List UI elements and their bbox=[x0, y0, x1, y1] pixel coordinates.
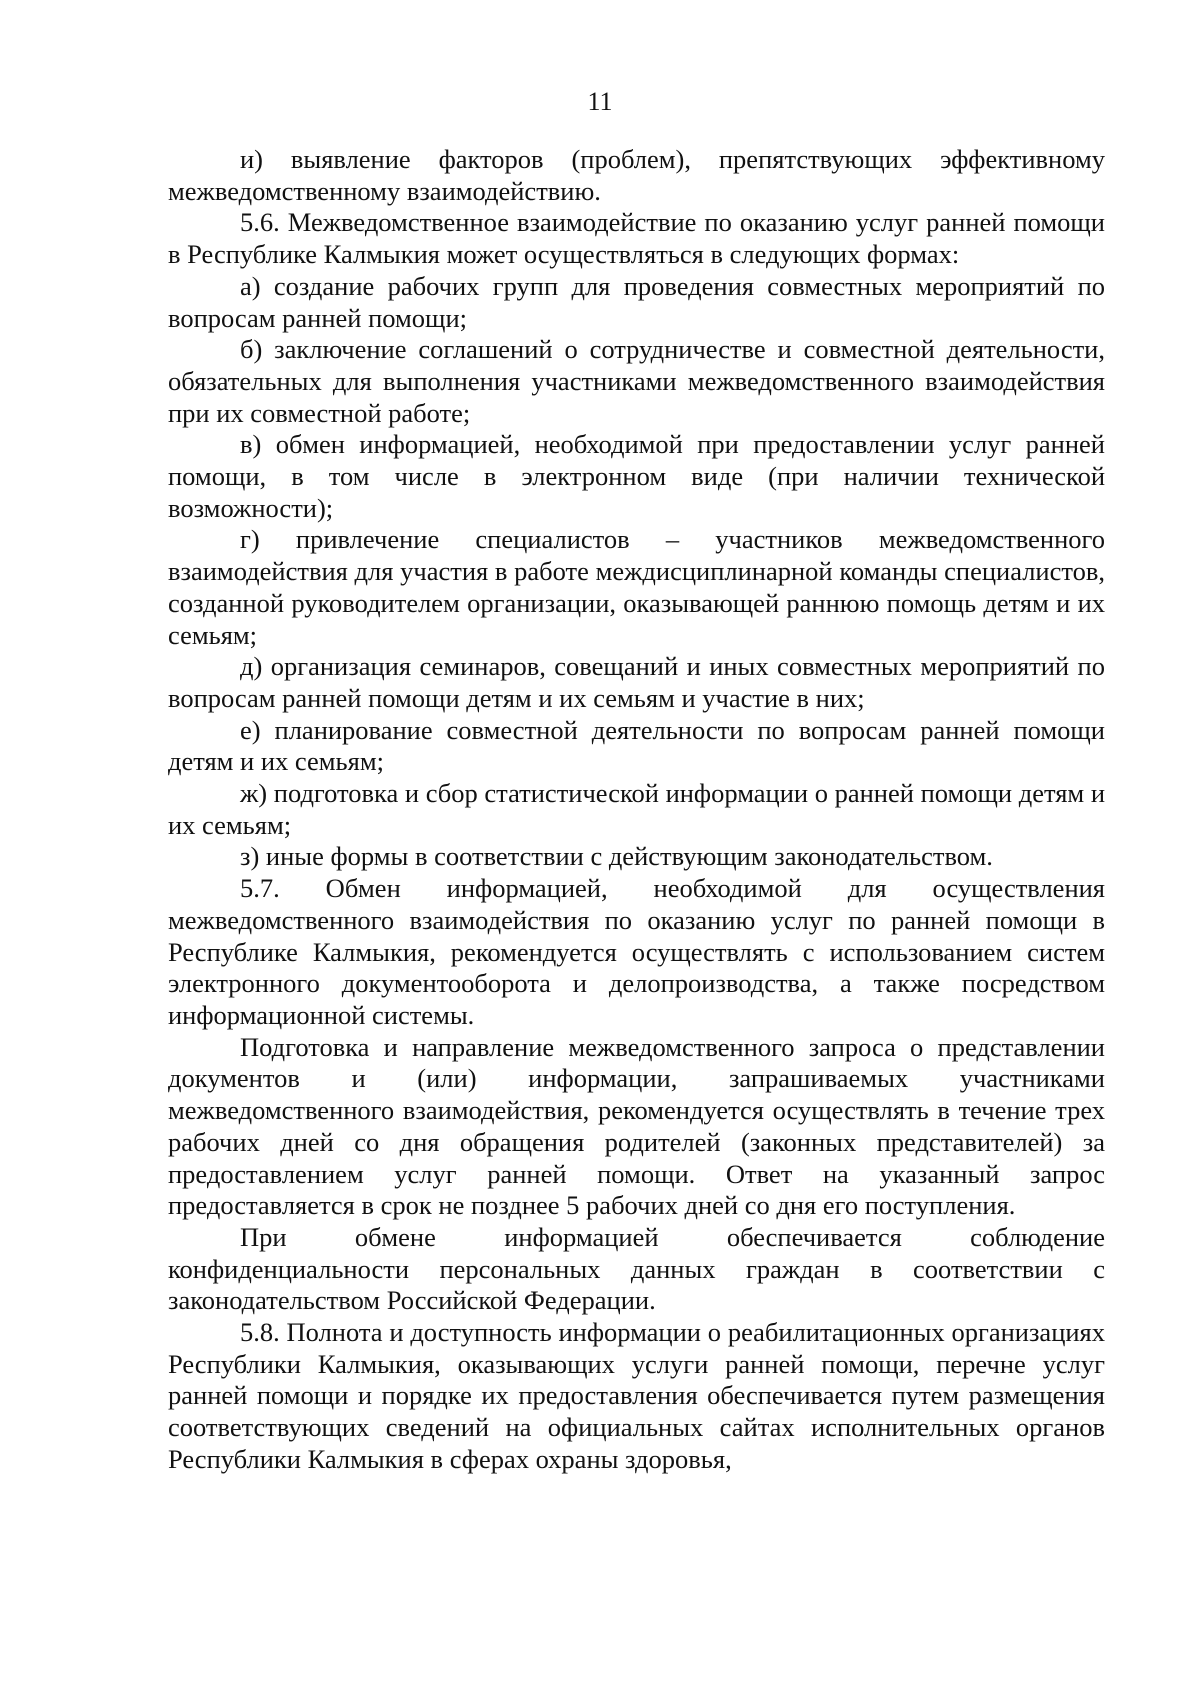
paragraph-a: а) создание рабочих групп для проведения совместных мероприятий по вопросам ранней помощи; bbox=[168, 270, 1105, 333]
paragraph-zh: ж) подготовка и сбор статистической информации о ранней помощи детям и их семьям; bbox=[168, 778, 1105, 840]
paragraph-confidentiality: При обмене информацией обеспечивается соблюдение конфиденциальности персональных данных граждан в соответствии с законодательством Российской Федерации. bbox=[168, 1221, 1105, 1316]
paragraph-5-7: 5.7. Обмен информацией, необходимой для осуществления межведомственного взаимодействия по оказанию услуг по ранней помощи в Республике Калмыкия, рекомендуется осуществлять с использованием систем электронного документооборота и делопроизводства, а также посредством информационной системы. bbox=[168, 873, 1105, 1030]
paragraph-b: б) заключение соглашений о сотрудничестве и совместной деятельности, обязательных для выполнения участниками межведомственного взаимодействия при их совместной работе; bbox=[168, 334, 1105, 428]
paragraph-request: Подготовка и направление межведомственного запроса о представлении документов и (или) информации, запрашиваемых участниками межведомственного взаимодействия, рекомендуется осуществлять в течение трех рабочих дней со дня обращения родителей (законных представителей) за предоставлением услуг ранней помощи. Ответ на указанный запрос предоставляется в срок не позднее 5 рабочих дней со дня его поступления. bbox=[168, 1031, 1105, 1221]
paragraph-v: в) обмен информацией, необходимой при предоставлении услуг ранней помощи, в том числе в электронном виде (при наличии технической возможности); bbox=[168, 429, 1105, 523]
page-number: 11 bbox=[587, 87, 613, 116]
document-body bbox=[168, 144, 1105, 1476]
paragraph-i: и) выявление факторов (проблем), препятствующих эффективному межведомственному взаимодействию. bbox=[168, 144, 1105, 206]
paragraph-g: г) привлечение специалистов – участников межведомственного взаимодействия для участия в работе междисциплинарной команды специалистов, созданной руководителем организации, оказывающей раннюю помощь детям и их семьям; bbox=[168, 524, 1105, 650]
paragraph-d: д) организация семинаров, совещаний и иных совместных мероприятий по вопросам ранней помощи детям и их семьям и участие в них; bbox=[168, 651, 1105, 713]
paragraph-z: з) иные формы в соответствии с действующим законодательством. bbox=[240, 841, 993, 872]
paragraph-5-6: 5.6. Межведомственное взаимодействие по оказанию услуг ранней помощи в Республике Калмыкия может осуществляться в следующих формах: bbox=[168, 207, 1105, 270]
paragraph-e: е) планирование совместной деятельности по вопросам ранней помощи детям и их семьям; bbox=[168, 714, 1105, 777]
paragraph-5-8: 5.8. Полнота и доступность информации о реабилитационных организациях Республики Калмыкия, оказывающих услуги ранней помощи, перечне услуг ранней помощи и порядке их предоставления обеспечивается путем размещения соответствующих сведений на официальных сайтах исполнительных органов Республики Калмыкия в сферах охраны здоровья, bbox=[168, 1317, 1105, 1474]
